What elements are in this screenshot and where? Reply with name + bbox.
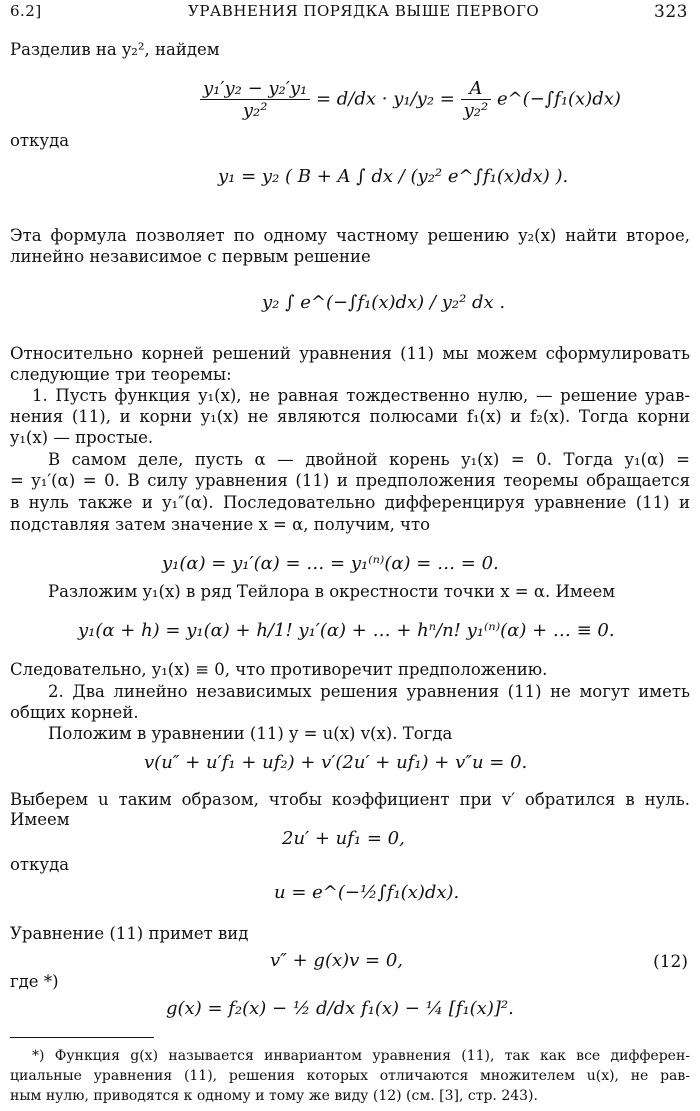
paragraph-line: в нуль также и y₁″(α). Последовательно дифференцируя уравнение (11) и — [10, 493, 690, 512]
paragraph-line: Разложим y₁(x) в ряд Тейлора в окрестности точки x = α. Имеем — [48, 582, 616, 601]
equation-5: y₁(α + h) = y₁(α) + h/1! y₁′(α) + … + hⁿ/n! y₁⁽ⁿ⁾(α) + … ≡ 0. — [78, 620, 615, 641]
paragraph-line: Следовательно, y₁(x) ≡ 0, что противоречит предположению. — [10, 660, 548, 679]
equation-6: v(u″ + u′f₁ + uf₂) + v′(2u′ + uf₁) + v″u = 0. — [144, 752, 528, 773]
paragraph-line: линейно независимое с первым решение — [10, 247, 371, 266]
equation-4: y₁(α) = y₁′(α) = … = y₁⁽ⁿ⁾(α) = … = 0. — [162, 553, 499, 574]
paragraph-line: 1. Пусть функция y₁(x), не равная тождественно нулю, — решение урав- — [32, 386, 690, 405]
paragraph-line: подставляя затем значение x = α, получим, что — [10, 515, 431, 534]
footnote-line: *) Функция g(x) называется инвариантом уравнения (11), так как все дифферен- — [32, 1048, 690, 1064]
equation-number: (12) — [653, 952, 688, 972]
eq1-numerator: y₁′y₂ − y₂′y₁ — [200, 78, 310, 100]
footnote-line: ным нулю, приводятся к одному и тому же виду (12) (см. [3], стр. 243). — [10, 1088, 538, 1104]
running-title: УРАВНЕНИЯ ПОРЯДКА ВЫШЕ ПЕРВОГО — [188, 2, 540, 20]
paragraph-line: Разделив на y₂², найдем — [10, 40, 220, 59]
paragraph-line: Относительно корней решений уравнения (11) мы можем сформулировать — [10, 344, 690, 363]
paragraph-line: 2. Два линейно независимых решения уравнения (11) не могут иметь — [48, 682, 690, 701]
equation-9: v″ + g(x)v = 0, — [270, 950, 404, 971]
paragraph-line: следующие три теоремы: — [10, 365, 232, 384]
equation-1 — [200, 78, 621, 121]
paragraph-line: В самом деле, пусть α — двойной корень y₁(x) = 0. Тогда y₁(α) = — [48, 450, 690, 469]
paragraph-line: нения (11), и корни y₁(x) не являются полюсами f₁(x) и f₂(x). Тогда корни — [10, 407, 690, 426]
footnote-rule — [10, 1037, 154, 1038]
equation-8: u = e^(−½∫f₁(x)dx). — [274, 882, 460, 903]
paragraph-line: где *) — [10, 972, 59, 991]
paragraph-line: откуда — [10, 131, 70, 150]
paragraph-line: = y₁′(α) = 0. В силу уравнения (11) и предположения теоремы обращается — [10, 471, 690, 490]
paragraph-line: общих корней. — [10, 703, 139, 722]
eq1-exponential: e^(−∫f₁(x)dx) — [496, 88, 621, 110]
paragraph-line: откуда — [10, 855, 70, 874]
footnote-line: циальные уравнения (11), решения которых отличаются множителем u(x), не рав- — [10, 1068, 690, 1084]
equation-3: y₂ ∫ e^(−∫f₁(x)dx) / y₂² dx . — [262, 292, 506, 313]
paragraph-line: Имеем — [10, 810, 70, 829]
paragraph-line: Положим в уравнении (11) y = u(x) v(x). Тогда — [48, 724, 453, 743]
equation-2: y₁ = y₂ ( B + A ∫ dx / (y₂² e^∫f₁(x)dx) ). — [218, 166, 569, 187]
eq1-A-den: y₂² — [463, 100, 489, 121]
eq1-A: A — [461, 78, 492, 100]
eq1-middle: = d/dx · y₁/y₂ = — [315, 88, 455, 110]
section-number: 6.2] — [10, 2, 42, 20]
paragraph-line: y₁(x) — простые. — [10, 428, 154, 447]
paragraph-line: Выберем u таким образом, чтобы коэффициент при v′ обратился в нуль. — [10, 790, 690, 809]
equation-7: 2u′ + uf₁ = 0, — [282, 828, 405, 849]
page-number: 323 — [654, 2, 688, 22]
eq1-denominator: y₂² — [242, 100, 268, 121]
equation-10: g(x) = f₂(x) − ½ d/dx f₁(x) − ¼ [f₁(x)]². — [166, 998, 514, 1019]
paragraph-line: Эта формула позволяет по одному частному решению y₂(x) найти второе, — [10, 226, 690, 245]
paragraph-line: Уравнение (11) примет вид — [10, 924, 249, 943]
